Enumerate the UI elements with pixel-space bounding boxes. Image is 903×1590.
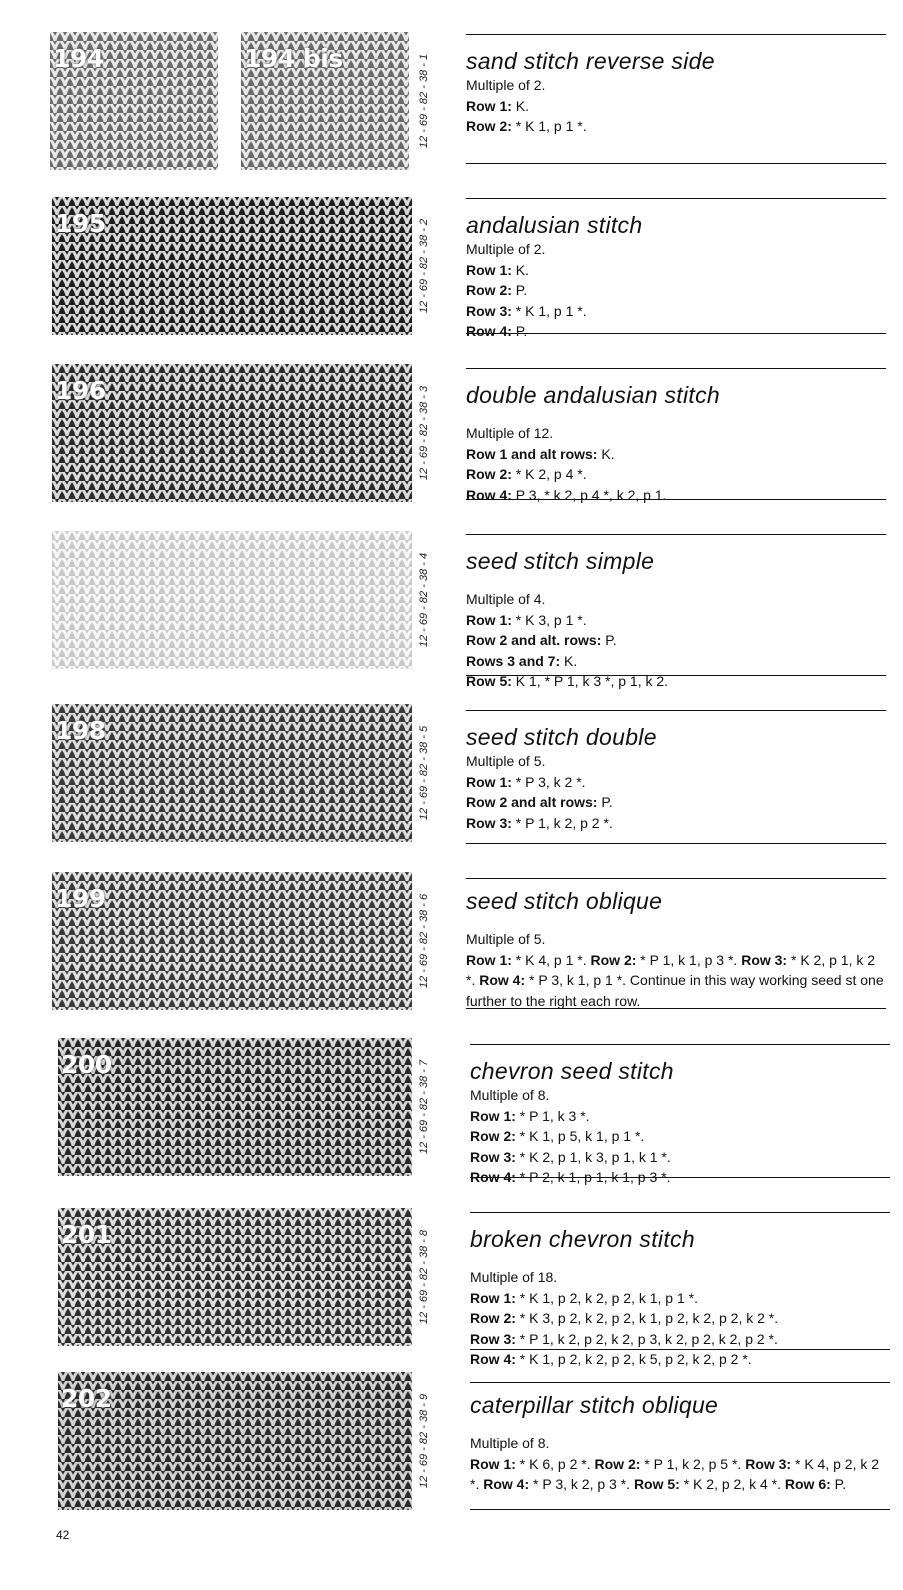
- row-text: * K 4, p 1 *.: [511, 951, 591, 968]
- row-text: P.: [830, 1476, 847, 1492]
- row-label: Rows 3 and 7:: [466, 652, 561, 669]
- row-instruction: [466, 301, 886, 322]
- row-text: P.: [601, 632, 617, 648]
- stitch-multiple: Multiple of 2.: [466, 241, 546, 257]
- row-instruction: [470, 1349, 890, 1370]
- catalog-code: [416, 531, 432, 669]
- row-label: Row 2:: [470, 1310, 516, 1326]
- row-text: * P 3, k 2, p 3 *.: [529, 1476, 634, 1492]
- row-label: Row 1:: [466, 97, 512, 114]
- stitch-title: sand stitch reverse side: [466, 48, 715, 74]
- pattern-number: 198: [55, 716, 106, 745]
- stitch-description: [466, 878, 886, 1009]
- row-instruction: [466, 813, 886, 834]
- catalog-code-text: 12 - 69 - 82 - 38 - 3: [418, 385, 430, 481]
- pattern-number: 194: [53, 44, 104, 73]
- row-instruction: [470, 1126, 890, 1147]
- knit-texture: [52, 531, 412, 669]
- row-label: Row 1:: [470, 1107, 516, 1124]
- row-instruction: [466, 116, 886, 137]
- row-text: * K 1, p 1 *.: [511, 302, 587, 319]
- stitch-title: seed stitch oblique: [466, 888, 663, 914]
- row-label: Row 3:: [466, 814, 512, 831]
- row-text: * P 1, k 2, p 5 *.: [640, 1455, 746, 1472]
- pattern-number: 200: [61, 1050, 112, 1079]
- stitch-description: [466, 198, 886, 339]
- row-label: Row 1:: [470, 1289, 516, 1306]
- catalog-code-text: 12 - 69 - 82 - 38 - 1: [418, 53, 430, 149]
- catalog-code-text: 12 - 69 - 82 - 38 - 6: [418, 893, 430, 989]
- row-label: Row 4:: [466, 486, 512, 503]
- row-text: * P 1, k 1, p 3 *.: [636, 951, 742, 968]
- pattern-number: 196: [55, 376, 106, 405]
- row-label: Row 2:: [466, 466, 512, 482]
- pattern-number: 201: [61, 1220, 112, 1249]
- row-label: Row 1:: [466, 951, 512, 968]
- stitch-title: broken chevron stitch: [470, 1226, 695, 1252]
- stitch-swatch-photo: [58, 1038, 412, 1176]
- row-instruction: [470, 1288, 890, 1309]
- row-text: K 1, * P 1, k 3 *, p 1, k 2.: [511, 673, 669, 689]
- knit-texture: [52, 872, 412, 1010]
- row-instruction: [466, 260, 886, 281]
- row-label: Row 2:: [470, 1128, 516, 1144]
- row-label: Row 4:: [483, 1476, 530, 1492]
- row-label: Row 3:: [470, 1330, 516, 1347]
- row-instruction: [466, 485, 886, 506]
- row-text: P.: [511, 323, 528, 339]
- row-text: * K 1, p 2, k 2, p 2, k 5, p 2, k 2, p 2 *.: [515, 1351, 752, 1367]
- row-text: P.: [511, 282, 528, 298]
- stitch-swatch-photo: [52, 531, 412, 669]
- row-instruction: [466, 280, 886, 301]
- row-text: * P 1, k 2, p 2, k 2, p 3, k 2, p 2, k 2, p 2 *.: [515, 1330, 778, 1347]
- row-text: * K 2, p 4 *.: [511, 466, 587, 482]
- stitch-swatch-photo: [58, 1372, 412, 1510]
- row-label: Row 5:: [466, 673, 512, 689]
- row-label: Row 2:: [590, 951, 637, 968]
- knit-texture: [52, 197, 412, 335]
- stitch-swatch-photo: [50, 32, 218, 170]
- pattern-number: 199: [55, 884, 106, 913]
- row-instruction: [466, 630, 886, 651]
- stitch-description: [466, 34, 886, 164]
- row-text: * K 2, p 2, k 4 *.: [679, 1476, 785, 1492]
- row-text: * K 6, p 2 *.: [515, 1455, 595, 1472]
- row-instructions-paragraph: [466, 950, 886, 1012]
- catalog-code: [416, 364, 432, 502]
- row-label: Row 4:: [470, 1169, 516, 1185]
- row-text: * K 3, p 1 *.: [511, 611, 587, 628]
- catalog-code: [416, 197, 432, 335]
- catalog-code-text: 12 - 69 - 82 - 38 - 4: [418, 552, 430, 648]
- catalog-code: [416, 32, 432, 170]
- stitch-multiple: Multiple of 5.: [466, 931, 546, 947]
- catalog-code: [416, 872, 432, 1010]
- row-instruction: [466, 651, 886, 672]
- row-label: Row 1:: [466, 773, 512, 790]
- stitch-title: caterpillar stitch oblique: [470, 1392, 719, 1418]
- row-instruction: [466, 610, 886, 631]
- stitch-multiple: Multiple of 4.: [466, 591, 546, 607]
- row-text: K.: [597, 445, 615, 462]
- row-instruction: [470, 1147, 890, 1168]
- catalog-code: [416, 1208, 432, 1346]
- catalog-code-text: 12 - 69 - 82 - 38 - 2: [418, 218, 430, 314]
- pattern-number: 202: [61, 1384, 112, 1413]
- row-text: * K 1, p 1 *.: [511, 118, 587, 134]
- row-text: * K 2, p 1, k 3, p 1, k 1 *.: [515, 1148, 671, 1165]
- row-instruction: [466, 772, 886, 793]
- catalog-code-text: 12 - 69 - 82 - 38 - 8: [418, 1229, 430, 1325]
- row-label: Row 2:: [466, 282, 512, 298]
- stitch-swatch-photo: [58, 1208, 412, 1346]
- stitch-multiple: Multiple of 8.: [470, 1435, 550, 1451]
- row-text: * K 2, p 1, k 2 *.: [466, 951, 876, 988]
- catalog-code-text: 12 - 69 - 82 - 38 - 5: [418, 725, 430, 821]
- row-instruction: [470, 1106, 890, 1127]
- row-label: Row 3:: [741, 951, 788, 968]
- stitch-swatch-photo: [52, 364, 412, 502]
- row-text: * P 3, k 1, p 1 *. Continue in this way working seed st one further to the right each row.: [466, 972, 884, 1009]
- row-instruction: [466, 321, 886, 342]
- row-text: * K 1, p 5, k 1, p 1 *.: [515, 1128, 645, 1144]
- stitch-title: double andalusian stitch: [466, 382, 720, 408]
- row-instruction: [466, 792, 886, 813]
- row-label: Row 2:: [594, 1455, 641, 1472]
- row-label: Row 4:: [470, 1351, 516, 1367]
- catalog-code-text: 12 - 69 - 82 - 38 - 9: [418, 1393, 430, 1489]
- row-text: * P 1, k 2, p 2 *.: [511, 814, 613, 831]
- row-label: Row 1 and alt rows:: [466, 445, 598, 462]
- stitch-swatch-photo: [241, 32, 409, 170]
- stitch-description: [470, 1382, 890, 1510]
- row-text: K.: [511, 97, 530, 114]
- row-label: Row 1:: [466, 261, 512, 278]
- row-text: * K 3, p 2, k 2, p 2, k 1, p 2, k 2, p 2, k 2 *.: [515, 1310, 779, 1326]
- stitch-swatch-photo: [52, 872, 412, 1010]
- stitch-description: [466, 534, 886, 689]
- knit-texture: [52, 364, 412, 502]
- stitch-multiple: Multiple of 18.: [470, 1269, 558, 1285]
- row-text: P 3, * k 2, p 4 *, k 2, p 1.: [511, 486, 667, 503]
- row-text: K.: [511, 261, 530, 278]
- row-label: Row 4:: [479, 972, 526, 988]
- stitch-title: chevron seed stitch: [470, 1058, 674, 1084]
- row-instruction: [466, 464, 886, 485]
- pattern-number: 195: [55, 209, 106, 238]
- catalog-code: [416, 1372, 432, 1510]
- row-label: Row 4:: [466, 323, 512, 339]
- row-instructions-paragraph: [470, 1454, 890, 1495]
- stitch-swatch-photo: [52, 197, 412, 335]
- stitch-title: andalusian stitch: [466, 212, 643, 238]
- catalog-code-text: 12 - 69 - 82 - 38 - 7: [418, 1059, 430, 1155]
- row-label: Row 6:: [784, 1476, 831, 1492]
- row-text: * K 4, p 2, k 2 *.: [470, 1455, 880, 1492]
- stitch-description: [466, 368, 886, 503]
- row-label: Row 5:: [633, 1476, 680, 1492]
- row-label: Row 2 and alt rows:: [466, 794, 598, 810]
- page-number: 42: [56, 1528, 70, 1542]
- catalog-code: [416, 704, 432, 842]
- row-instruction: [466, 671, 886, 692]
- row-text: * P 1, k 3 *.: [515, 1107, 590, 1124]
- row-label: Row 1:: [470, 1455, 516, 1472]
- stitch-multiple: Multiple of 2.: [466, 77, 546, 93]
- row-instruction: [470, 1329, 890, 1350]
- row-instruction: [470, 1308, 890, 1329]
- row-label: Row 2 and alt. rows:: [466, 632, 602, 648]
- stitch-swatch-photo: [52, 704, 412, 842]
- row-label: Row 2:: [466, 118, 512, 134]
- row-label: Row 3:: [470, 1148, 516, 1165]
- row-instruction: [470, 1167, 890, 1188]
- stitch-title: seed stitch simple: [466, 548, 655, 574]
- row-text: * P 2, k 1, p 1, k 1, p 3 *.: [515, 1169, 671, 1185]
- stitch-multiple: Multiple of 5.: [466, 753, 546, 769]
- pattern-number: 194 bis: [244, 44, 343, 73]
- row-text: * K 1, p 2, k 2, p 2, k 1, p 1 *.: [515, 1289, 698, 1306]
- row-label: Row 1:: [466, 611, 512, 628]
- row-label: Row 3:: [466, 302, 512, 319]
- row-instruction: [466, 444, 886, 465]
- row-text: * P 3, k 2 *.: [511, 773, 586, 790]
- stitch-description: [466, 710, 886, 844]
- stitch-description: [470, 1212, 890, 1367]
- catalog-code: [416, 1038, 432, 1176]
- stitch-title: seed stitch double: [466, 724, 657, 750]
- stitch-description: [470, 1044, 890, 1185]
- row-text: P.: [597, 794, 613, 810]
- stitch-multiple: Multiple of 8.: [470, 1087, 550, 1103]
- row-instruction: [466, 96, 886, 117]
- knit-texture: [52, 704, 412, 842]
- row-label: Row 3:: [745, 1455, 792, 1472]
- row-text: K.: [560, 652, 578, 669]
- stitch-multiple: Multiple of 12.: [466, 425, 554, 441]
